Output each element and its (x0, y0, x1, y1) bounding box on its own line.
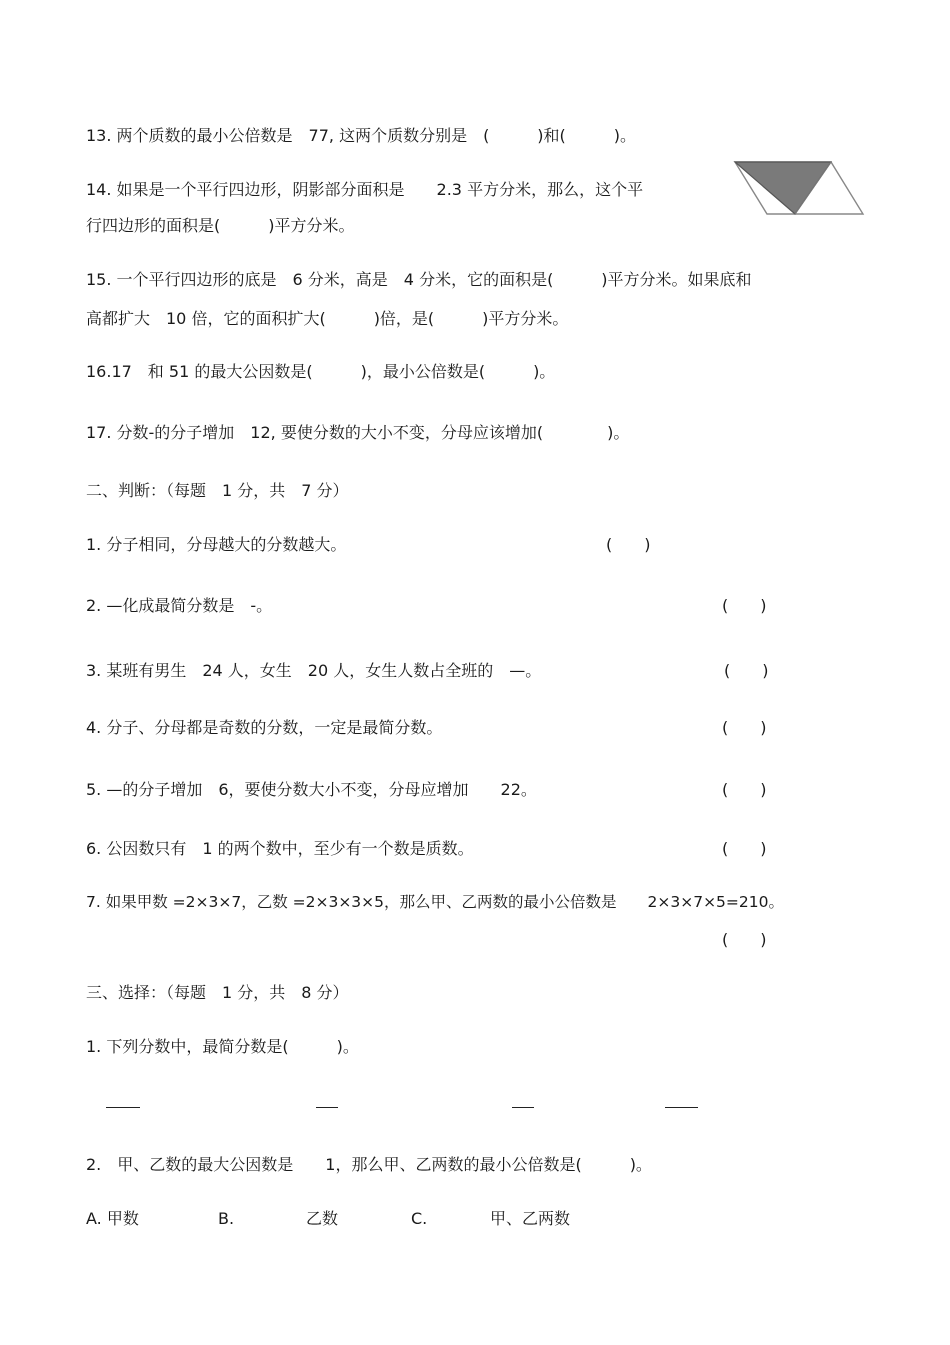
choice-2-option-a[interactable]: A. 甲数 (86, 1209, 139, 1228)
choice-2-option-b-label[interactable]: B. (218, 1209, 235, 1228)
judge-item-5: 5. —的分子增加 6，要使分数大小不变，分母应增加 22。 (86, 780, 537, 799)
question-13: 13. 两个质数的最小公倍数是 77, 这两个质数分别是 ( )和( )。 (86, 126, 637, 145)
choice-2-option-c-label[interactable]: C. (411, 1209, 428, 1228)
choice-1-option-b-fraction[interactable] (316, 1107, 338, 1108)
question-14-line1: 14. 如果是一个平行四边形，阴影部分面积是 2.3 平方分米，那么，这个平 (86, 180, 644, 199)
judge-item-7: 7. 如果甲数 =2×3×7，乙数 =2×3×3×5，那么甲、乙两数的最小公倍数是 2×3×7×5=210。 (86, 893, 784, 911)
judge-item-1: 1. 分子相同，分母越大的分数越大。 (86, 535, 347, 554)
judge-blank-5[interactable]: ( ) (722, 780, 767, 799)
judge-blank-3[interactable]: ( ) (724, 661, 769, 680)
question-17: 17. 分数-的分子增加 12, 要使分数的大小不变，分母应该增加( )。 (86, 423, 630, 442)
choice-1-option-c-fraction[interactable] (512, 1107, 534, 1108)
judge-heading: 二、判断：（每题 1 分，共 7 分） (86, 481, 349, 500)
choice-1-option-d-fraction[interactable] (665, 1107, 698, 1108)
choice-2-option-b-text[interactable]: 乙数 (306, 1209, 339, 1228)
judge-item-4: 4. 分子、分母都是奇数的分数，一定是最简分数。 (86, 718, 443, 737)
judge-item-6: 6. 公因数只有 1 的两个数中，至少有一个数是质数。 (86, 839, 474, 858)
question-15-line2: 高都扩大 10 倍，它的面积扩大( )倍，是( )平方分米。 (86, 309, 569, 328)
judge-blank-2[interactable]: ( ) (722, 596, 767, 615)
judge-blank-6[interactable]: ( ) (722, 839, 767, 858)
choice-question-1: 1. 下列分数中，最简分数是( )。 (86, 1037, 359, 1056)
choice-heading: 三、选择：（每题 1 分，共 8 分） (86, 983, 349, 1002)
question-15-line1: 15. 一个平行四边形的底是 6 分米，高是 4 分米，它的面积是( )平方分米。如果底和 (86, 270, 752, 289)
judge-item-2: 2. —化成最简分数是 -。 (86, 596, 273, 615)
choice-question-2: 2. 甲、乙数的最大公因数是 1，那么甲、乙两数的最小公倍数是( )。 (86, 1155, 652, 1174)
judge-blank-1[interactable]: ( ) (606, 535, 651, 554)
judge-blank-7[interactable]: ( ) (722, 930, 767, 949)
choice-2-option-c-text[interactable]: 甲、乙两数 (490, 1209, 571, 1228)
judge-item-3: 3. 某班有男生 24 人，女生 20 人，女生人数占全班的 —。 (86, 661, 542, 680)
question-14-line2: 行四边形的面积是( )平方分米。 (86, 216, 355, 235)
judge-blank-4[interactable]: ( ) (722, 718, 767, 737)
choice-1-option-a-fraction[interactable] (106, 1107, 140, 1108)
question-16: 16.17 和 51 的最大公因数是( )，最小公倍数是( )。 (86, 362, 556, 381)
parallelogram-figure (733, 158, 865, 218)
